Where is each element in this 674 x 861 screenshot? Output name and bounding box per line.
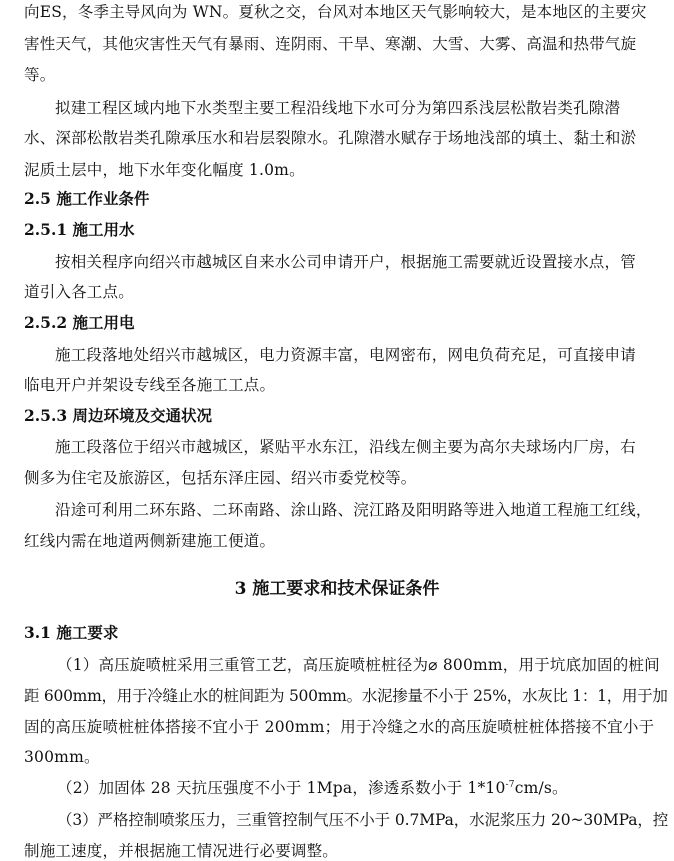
requirement-3-line-1: （3）严格控制喷浆压力，三重管控制气压不小于 0.7MPa，水泥浆压力 20~30MPa，控 [57,811,669,829]
chapter-title: 3 施工要求和技术保证条件 [234,579,440,599]
exponent: -7 [505,779,515,790]
section-heading-3-1: 3.1 施工要求 [24,623,119,642]
section-heading-2-5-1: 2.5.1 施工用水 [24,220,135,239]
requirement-3-line-2: 制施工速度，并根据施工情况进行必要调整。 [24,842,339,860]
environment-text-line-2: 侧多为住宅及旅游区，包括东泽庄园、绍兴市委党校等。 [24,469,417,487]
environment-text-line-1: 施工段落位于绍兴市越城区，紧贴平水东江，沿线左侧主要为高尔夫球场内厂房，右 [55,438,636,456]
power-text-line-2: 临电开户并架设专线至各施工工点。 [24,376,276,394]
groundwater-text-line-2: 水、深部松散岩类孔隙承压水和岩层裂隙水。孔隙潜水赋存于场地浅部的填土、黏土和淤 [24,129,637,147]
climate-text-line-3: 等。 [24,66,56,84]
requirement-1-line-3: 固的高压旋喷桩桩体搭接不宜小于 200mm；用于冷缝之水的高压旋喷桩桩体搭接不宜小于 [24,718,655,736]
power-text-line-1: 施工段落地处绍兴市越城区，电力资源丰富，电网密布，网电负荷充足，可直接申请 [55,346,636,364]
groundwater-text-line-3: 泥质土层中，地下水年变化幅度 1.0m。 [24,161,305,179]
requirement-2-unit: cm/s。 [514,779,568,797]
requirement-1-line-2: 距 600mm，用于冷缝止水的桩间距为 500mm。水泥掺量不小于 25%，水灰比 1：1，用于加 [24,687,668,705]
requirement-1-line-1: （1）高压旋喷桩采用三重管工艺，高压旋喷桩桩径为⌀ 800mm，用于坑底加固的桩间 [57,656,660,674]
requirement-1-line-4: 300mm。 [24,748,100,766]
section-heading-2-5-3: 2.5.3 周边环境及交通状况 [24,406,213,425]
road-text-line-2: 红线内需在地道两侧新建施工便道。 [24,532,276,550]
water-text-line-1: 按相关程序向绍兴市越城区自来水公司申请开户，根据施工需要就近设置接水点，管 [55,253,636,271]
water-text-line-2: 道引入各工点。 [24,283,134,301]
requirement-2-text: （2）加固体 28 天抗压强度不小于 1Mpa，渗透系数小于 1*10 [57,779,506,797]
climate-text-line-1: 向ES，冬季主导风向为 WN。夏秋之交，台风对本地区天气影响较大，是本地区的主要灾 [24,3,647,21]
section-heading-2-5-2: 2.5.2 施工用电 [24,313,135,332]
groundwater-text-line-1: 拟建工程区域内地下水类型主要工程沿线地下水可分为第四系浅层松散岩类孔隙潜 [55,99,621,117]
road-text-line-1: 沿途可利用二环东路、二环南路、涂山路、浣江路及阳明路等进入地道工程施工红线， [55,501,652,519]
climate-text-line-2: 害性天气，其他灾害性天气有暴雨、连阴雨、干旱、寒潮、大雪、大雾、高温和热带气旋 [24,35,637,53]
requirement-2-line [57,778,568,798]
section-heading-2-5: 2.5 施工作业条件 [24,189,150,208]
